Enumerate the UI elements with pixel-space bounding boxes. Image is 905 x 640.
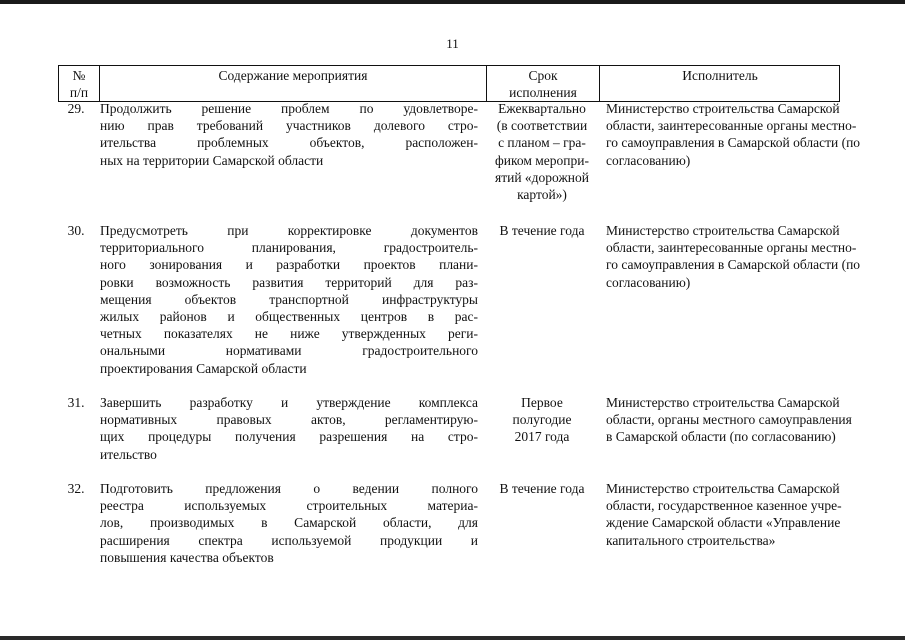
header-number-line: п/п [69, 85, 89, 100]
row-content-line: лов, производимых в Самарской области, для [100, 515, 478, 531]
table-header [58, 65, 840, 102]
row-number: 31. [67, 395, 85, 410]
row-number: 29. [67, 101, 85, 116]
row-executor-line: в Самарской области (по согласованию) [606, 429, 836, 445]
row-executor [606, 222, 861, 291]
scan-top-border [0, 0, 905, 4]
row-content [100, 394, 478, 463]
row-executor-line: Министерство строительства Самарской [606, 101, 840, 116]
row-content-line: Завершить разработку и утверждение комплекса [100, 395, 478, 410]
row-content-line: ональными нормативами градостроительного [100, 343, 478, 359]
row-executor-line: области, органы местного самоуправления [606, 412, 852, 428]
row-term-line: фиком меропри- [495, 152, 589, 168]
row-content-line: щих процедуры получения разрешения на стро- [100, 429, 478, 445]
row-term-line: В течение года [499, 223, 585, 238]
header-term [486, 66, 599, 101]
row-content-line: повышения качества объектов [100, 549, 274, 565]
row-content-line: ровки возможность развития территорий для раз- [100, 274, 478, 290]
row-number: 32. [67, 481, 85, 496]
row-content-line: мещения объектов транспортной инфраструктуры [100, 291, 478, 307]
row-executor-line: ждение Самарской области «Управление [606, 515, 841, 531]
row-executor-line: области, заинтересованные органы местно- [606, 240, 857, 256]
row-content [100, 100, 478, 169]
row-content-line: расширения спектра используемой продукции и [100, 532, 478, 548]
row-content-line: нормативных правовых актов, регламентирую- [100, 412, 478, 428]
row-term-line: 2017 года [514, 429, 570, 445]
row-executor-line: Министерство строительства Самарской [606, 481, 840, 496]
row-content [100, 222, 478, 377]
row-executor [606, 480, 842, 549]
row-executor-line: Министерство строительства Самарской [606, 223, 840, 238]
header-content [99, 66, 486, 101]
row-content-line: Подготовить предложения о ведении полного [100, 481, 478, 496]
header-content-label: Содержание мероприятия [218, 68, 368, 83]
row-executor-line: го самоуправления в Самарской области (по [606, 135, 861, 151]
header-executor [599, 66, 840, 101]
row-content-line: ного зонирования и разработки проектов плани- [100, 257, 478, 273]
row-executor [606, 394, 852, 446]
row-term-line: с планом – гра- [498, 135, 586, 151]
row-content-line: четных показателях не ниже утвержденных реги- [100, 326, 478, 342]
header-number [59, 66, 99, 101]
row-term [491, 222, 593, 239]
header-number-line: № [72, 68, 86, 83]
row-term-line: полугодие [512, 412, 572, 428]
row-term-line: Первое [521, 395, 563, 410]
page-number: 11 [446, 36, 459, 51]
row-content-line: Продолжить решение проблем по удовлетворе- [100, 101, 478, 116]
row-executor-line: Министерство строительства Самарской [606, 395, 840, 410]
row-term-line: Ежеквартально [498, 101, 586, 116]
header-term-line: Срок [528, 68, 558, 83]
scan-bottom-border [0, 636, 905, 640]
row-term-line: ятий «дорожной [495, 169, 589, 185]
row-term-line: картой») [517, 187, 567, 203]
row-number: 30. [67, 223, 85, 238]
header-executor-label: Исполнитель [682, 68, 758, 83]
row-content-line: проектирования Самарской области [100, 360, 307, 376]
row-term-line: В течение года [499, 481, 585, 496]
row-executor-line: области, заинтересованные органы местно- [606, 118, 857, 134]
row-executor-line: капитального строительства» [606, 532, 776, 548]
row-content-line: ительство [100, 446, 157, 462]
row-content [100, 480, 478, 566]
row-content-line: жилых районов и общественных центров в рас- [100, 309, 478, 325]
row-content-line: ных на территории Самарской области [100, 152, 324, 168]
row-executor-line: согласованию) [606, 274, 691, 290]
row-term [491, 480, 593, 497]
row-executor-line: го самоуправления в Самарской области (по [606, 257, 861, 273]
row-content-line: территориального планирования, градостроитель- [100, 240, 478, 256]
row-term-line: (в соответствии [496, 118, 588, 134]
row-content-line: Предусмотреть при корректировке документов [100, 223, 478, 238]
row-executor [606, 100, 861, 169]
header-term-line: исполнения [509, 85, 577, 100]
row-executor-line: области, государственное казенное учре- [606, 498, 842, 514]
row-executor-line: согласованию) [606, 152, 691, 168]
row-content-line: реестра используемых строительных материа- [100, 498, 478, 514]
row-content-line: нию прав требований участников долевого стро- [100, 118, 478, 134]
row-term [491, 100, 593, 203]
row-term [491, 394, 593, 446]
row-content-line: ительства проблемных объектов, расположен- [100, 135, 478, 151]
